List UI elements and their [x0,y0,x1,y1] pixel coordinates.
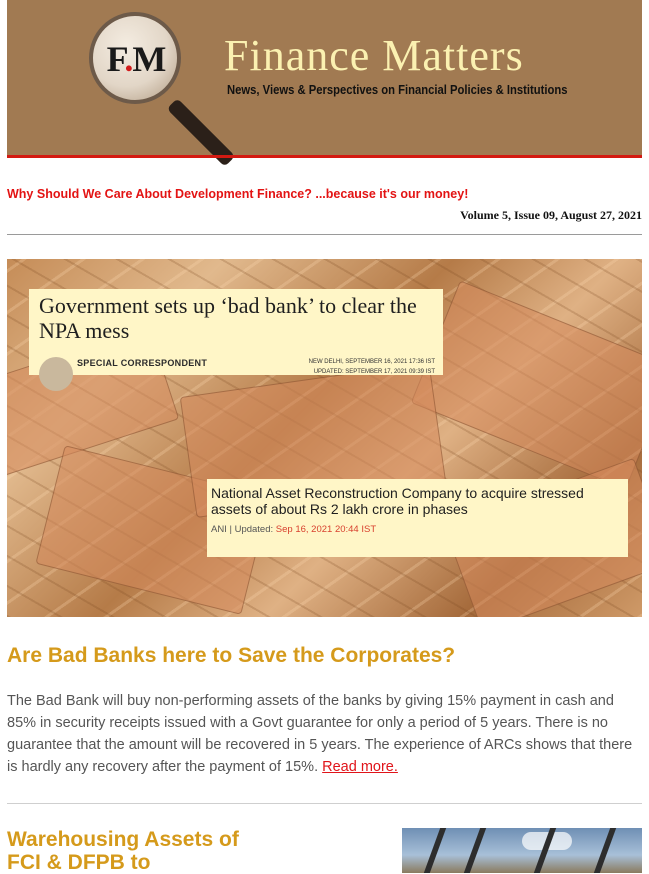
news-clipping-1 [29,289,443,375]
author-avatar [39,357,73,391]
logo-text [96,38,176,80]
article-body-text: The Bad Bank will buy non-performing assets of the banks by giving 15% payment in cash and 85% in security receipts issued with a Govt guarantee for only a period of 5 years. There is no guarantee that the amount will be recovered in 5 years. The experience of ARCs shows that there is hardly any recovery after the payment of 15%. [7,693,633,775]
next-article-thumbnail[interactable] [402,828,642,873]
next-article-title[interactable]: Warehousing Assets of FCI & DFPB to [7,828,239,874]
thumbnail-structure [594,828,616,873]
clipping-1-date: NEW DELHI, SEPTEMBER 16, 2021 17:36 IST [308,359,435,365]
article-body [7,690,642,778]
article-divider [7,803,642,804]
clipping-1-headline: Government sets up ‘bad bank’ to clear the NPA mess [39,293,417,343]
clipping-2-source-label: ANI | Updated: [211,524,274,535]
thumbnail-structure [464,828,486,873]
newsletter-tagline: News, Views & Perspectives on Financial Policies & Institutions [227,83,568,97]
article-title[interactable]: Are Bad Banks here to Save the Corporates? [7,644,456,667]
header-divider [7,155,642,158]
thumbnail-structure [424,828,446,873]
clipping-2-headline: National Asset Reconstruction Company to acquire stressed assets of about Rs 2 lakh crore in phases [211,485,584,517]
clipping-1-updated: UPDATED: SEPTEMBER 17, 2021 09:39 IST [313,369,435,375]
hero-image[interactable] [7,259,642,617]
section-divider [7,234,642,235]
logo-letter-f: F [106,39,125,79]
logo-dot: . [124,39,133,79]
news-clipping-2 [207,479,628,557]
logo-letter-m: M [132,39,166,79]
newsletter-title: Finance Matters [224,31,524,80]
newsletter-subtitle: Why Should We Care About Development Finance? ...because it's our money! [7,187,469,201]
read-more-link[interactable]: Read more. [322,759,398,775]
issue-info: Volume 5, Issue 09, August 27, 2021 [460,208,642,222]
banknote-bundle [411,280,642,489]
clipping-2-time: Sep 16, 2021 20:44 IST [275,524,377,535]
clipping-2-source [211,524,376,535]
clipping-1-dateline [309,357,435,377]
clipping-1-byline: SPECIAL CORRESPONDENT [77,358,208,368]
